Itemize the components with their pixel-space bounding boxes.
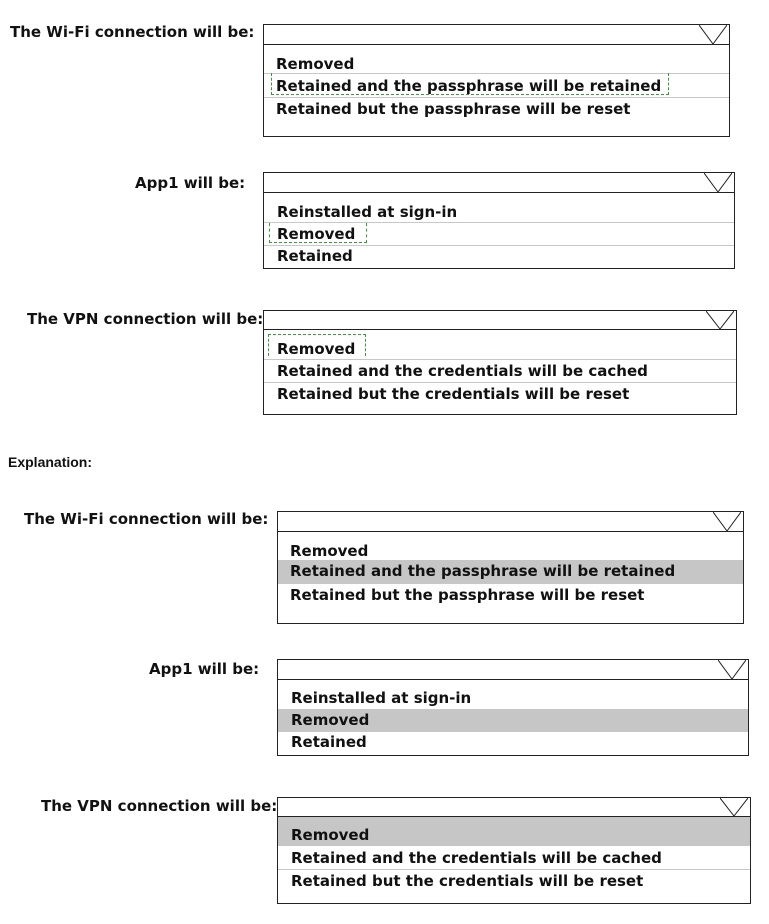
option-retained-passphrase-retained[interactable]: Retained and the passphrase will be retained [278,560,743,583]
option-removed[interactable]: Removed [290,542,369,560]
option-removed[interactable]: Removed [276,55,355,73]
option-removed[interactable]: Removed [264,222,734,244]
chevron-down-icon[interactable] [713,512,741,531]
option-removed[interactable]: Removed [277,340,356,358]
dropdown-header[interactable] [264,25,729,45]
dropdown-header[interactable] [278,512,743,532]
option-reinstalled-at-sign-in[interactable]: Reinstalled at sign-in [277,203,458,221]
chevron-down-icon[interactable] [706,311,734,329]
dropdown-header[interactable] [278,660,748,680]
dropdown-header[interactable] [264,173,734,193]
wifi-question-dropdown[interactable] [263,24,730,137]
dropdown-header[interactable] [264,311,736,330]
app1-answer-label: App1 will be: [149,660,260,678]
wifi-answer-dropdown[interactable] [277,511,744,624]
chevron-down-icon[interactable] [718,660,746,679]
wifi-question-label: The Wi-Fi connection will be: [10,23,255,41]
chevron-down-icon[interactable] [704,173,732,192]
wifi-answer-label: The Wi-Fi connection will be: [24,510,269,528]
vpn-question-label: The VPN connection will be: [27,310,264,328]
explanation-heading: Explanation: [8,454,93,470]
chevron-down-icon[interactable] [720,798,748,816]
option-retained[interactable]: Retained [264,245,734,266]
vpn-answer-label: The VPN connection will be: [41,797,278,815]
vpn-question-dropdown[interactable] [263,310,737,415]
option-retained-passphrase-reset[interactable]: Retained but the passphrase will be reset [278,583,743,605]
option-removed[interactable]: Removed [278,709,748,731]
option-retained[interactable]: Retained [278,731,748,752]
option-retained-passphrase-reset[interactable]: Retained but the passphrase will be reset [264,97,729,119]
option-retained-credentials-reset[interactable]: Retained but the credentials will be reset [264,382,736,404]
option-retained-passphrase-retained[interactable]: Retained and the passphrase will be retained [264,73,729,96]
app1-question-label: App1 will be: [135,174,246,192]
chevron-down-icon[interactable] [699,25,727,44]
option-reinstalled-at-sign-in[interactable]: Reinstalled at sign-in [291,689,472,707]
option-retained-credentials-reset[interactable]: Retained but the credentials will be reset [278,869,750,891]
vpn-answer-dropdown[interactable] [277,797,751,904]
option-retained-credentials-cached[interactable]: Retained and the credentials will be cached [291,849,662,867]
app1-question-dropdown[interactable] [263,172,735,269]
app1-answer-dropdown[interactable] [277,659,749,756]
dropdown-header[interactable] [278,798,750,817]
option-removed[interactable]: Removed [278,817,750,846]
option-retained-credentials-cached[interactable]: Retained and the credentials will be cached [264,359,736,381]
